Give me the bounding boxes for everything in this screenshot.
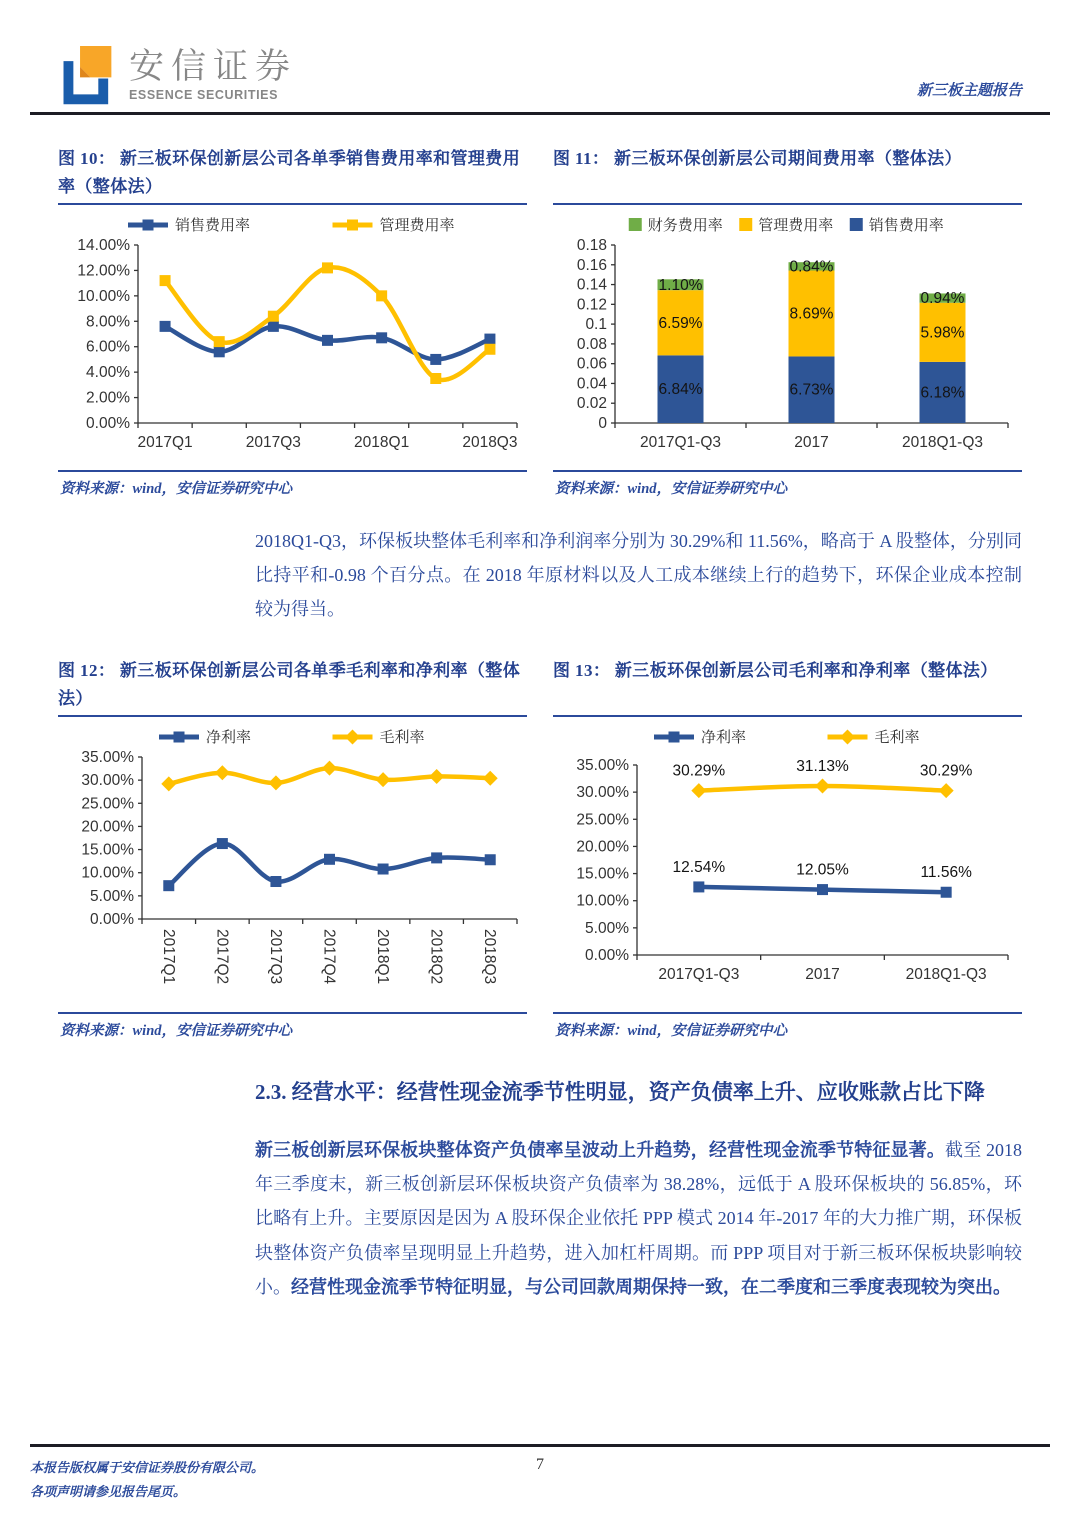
svg-text:8.69%: 8.69% [789,305,834,323]
brand-logo-icon [58,44,116,106]
svg-text:1.10%: 1.10% [658,276,703,294]
figure-13-chart [553,721,1022,1009]
figure-10-chart [58,209,527,467]
svg-text:2017: 2017 [794,434,829,451]
svg-text:净利率: 净利率 [701,729,747,746]
brand-name-en: ESSENCE SECURITIES [129,87,279,102]
svg-text:31.13%: 31.13% [796,757,849,775]
paragraph-2-body-text: 截至 2018 年三季度末，新三板创新层环保板块资产负债率为 38.28%，远低于 A 股环保板块的 56.85%，环比略有上升。主要原因是因为 A 股环保企业依托 PPP 模式 2014 年-2017 年的大力推广期，环保板块整体资产负债率呈现明显上升趋势，进入加杠杆周期。而 PPP 项目对于新三板环保板块影响较小。 [255,1139,1023,1297]
header-divider [30,112,1050,115]
page-number: 7 [536,1455,544,1473]
svg-text:6.59%: 6.59% [658,314,703,332]
svg-text:30.29%: 30.29% [672,762,726,780]
footer-copyright: 本报告版权属于安信证券股份有限公司。 [30,1459,265,1475]
svg-text:0.08: 0.08 [576,335,607,353]
svg-text:2018Q1: 2018Q1 [354,434,410,451]
figure-12 [58,657,527,1040]
svg-text:0.18: 0.18 [576,237,607,254]
svg-text:0.14: 0.14 [576,276,607,294]
svg-text:0.00%: 0.00% [86,415,130,432]
figure-11-chart [553,209,1022,467]
svg-text:12.54%: 12.54% [672,858,726,876]
svg-text:10.00%: 10.00% [77,287,130,305]
brand-logo [58,44,297,106]
svg-text:2017: 2017 [805,965,840,983]
svg-text:2017Q4: 2017Q4 [320,928,338,984]
svg-text:销售费用率: 销售费用率 [175,218,251,234]
svg-text:2018Q3: 2018Q3 [481,928,499,984]
svg-text:0.00%: 0.00% [90,910,134,928]
svg-text:10.00%: 10.00% [576,892,629,910]
svg-text:2017Q1: 2017Q1 [159,928,177,984]
svg-text:2018Q1: 2018Q1 [374,928,392,984]
svg-text:14.00%: 14.00% [77,237,130,254]
report-type-label: 新三板主题报告 [916,83,1022,99]
svg-text:0.1: 0.1 [585,316,607,334]
svg-text:15.00%: 15.00% [576,865,629,883]
svg-text:30.00%: 30.00% [576,783,629,801]
body-paragraph-2 [255,1133,1022,1304]
svg-text:0.94%: 0.94% [920,290,965,308]
svg-text:0.16: 0.16 [576,256,607,274]
svg-text:2018Q1-Q3: 2018Q1-Q3 [905,965,987,983]
svg-text:6.84%: 6.84% [658,381,703,399]
svg-text:2017Q1: 2017Q1 [137,434,193,451]
svg-text:6.18%: 6.18% [920,384,965,402]
svg-text:35.00%: 35.00% [81,748,134,766]
figure-10-source: 资料来源：wind，安信证券研究中心 [58,470,527,498]
svg-text:15.00%: 15.00% [81,841,134,859]
paragraph-2-bold-lead: 新三板创新层环保板块整体资产负债率呈波动上升趋势，经营性现金流季节特征显著。 [255,1139,946,1160]
svg-text:销售费用率: 销售费用率 [868,218,944,234]
svg-text:0.12: 0.12 [576,296,607,314]
svg-text:2017Q3: 2017Q3 [266,928,284,984]
svg-text:2018Q3: 2018Q3 [462,434,518,451]
svg-text:10.00%: 10.00% [81,864,134,882]
figure-11-source: 资料来源：wind，安信证券研究中心 [553,470,1022,498]
page-header [58,26,1022,106]
brand-name-cn: 安信证券 [129,46,298,86]
svg-text:2017Q1-Q3: 2017Q1-Q3 [658,965,740,983]
svg-text:6.73%: 6.73% [789,381,834,399]
body-paragraph-1: 2018Q1-Q3，环保板块整体毛利率和净利润率分别为 30.29%和 11.56%，略高于 A 股整体，分别同比持平和-0.98 个百分点。在 2018 年原材料以及人工成本继续上行的趋势下，环保企业成本控制较为得当。 [255,531,1022,620]
svg-text:30.00%: 30.00% [81,771,134,789]
brand-text [129,46,298,102]
svg-text:2018Q2: 2018Q2 [427,928,445,984]
svg-text:管理费用率: 管理费用率 [379,218,455,234]
svg-text:30.29%: 30.29% [919,762,973,780]
svg-text:2018Q1-Q3: 2018Q1-Q3 [902,434,983,451]
svg-text:2017Q1-Q3: 2017Q1-Q3 [640,434,721,451]
figures-row-2 [58,657,1022,1040]
svg-text:财务费用率: 财务费用率 [647,218,723,234]
svg-text:35.00%: 35.00% [576,756,629,774]
paragraph-2-bold-tail: 经营性现金流季节特征明显，与公司回款周期保持一致，在二季度和三季度表现较为突出。 [291,1276,1011,1297]
figures-row-1 [58,145,1022,498]
page-footer [30,1444,1050,1505]
svg-text:12.00%: 12.00% [77,262,130,280]
figure-12-source: 资料来源：wind，安信证券研究中心 [58,1012,527,1040]
svg-text:0.06: 0.06 [576,355,607,373]
svg-text:25.00%: 25.00% [576,810,629,828]
svg-text:0.02: 0.02 [576,395,607,413]
figure-10 [58,145,527,498]
svg-text:25.00%: 25.00% [81,794,134,812]
figure-13-source: 资料来源：wind，安信证券研究中心 [553,1012,1022,1040]
svg-text:2017Q2: 2017Q2 [213,928,231,984]
svg-text:5.00%: 5.00% [90,887,134,905]
svg-text:管理费用率: 管理费用率 [758,218,834,234]
svg-text:0: 0 [598,415,607,432]
svg-text:11.56%: 11.56% [920,863,972,881]
svg-text:净利率: 净利率 [206,729,252,746]
svg-text:12.05%: 12.05% [796,861,849,879]
section-heading-2-3: 2.3. 经营水平：经营性现金流季节性明显，资产负债率上升、应收账款占比下降 [255,1079,985,1104]
svg-text:毛利率: 毛利率 [874,729,920,746]
svg-text:0.00%: 0.00% [585,946,629,964]
figure-13-title: 图 13： 新三板环保创新层公司毛利率和净利率（整体法） [553,657,1022,717]
figure-13 [553,657,1022,1040]
svg-text:0.84%: 0.84% [789,258,834,276]
footer-disclaimer: 各项声明请参见报告尾页。 [30,1484,187,1500]
figure-12-title: 图 12： 新三板环保创新层公司各单季毛利率和净利率（整体法） [58,657,527,717]
svg-text:6.00%: 6.00% [86,338,130,356]
footer-body [30,1447,1050,1505]
svg-text:2017Q3: 2017Q3 [245,434,301,451]
svg-text:0.04: 0.04 [576,375,607,393]
figure-11-title: 图 11： 新三板环保创新层公司期间费用率（整体法） [553,145,1022,205]
figure-12-chart [58,721,527,1009]
svg-text:20.00%: 20.00% [81,817,134,835]
svg-text:8.00%: 8.00% [86,313,130,331]
svg-text:4.00%: 4.00% [86,364,130,382]
svg-text:5.98%: 5.98% [920,324,965,342]
figure-10-title: 图 10： 新三板环保创新层公司各单季销售费用率和管理费用率（整体法） [58,145,527,205]
svg-text:2.00%: 2.00% [86,389,130,407]
svg-text:毛利率: 毛利率 [379,729,425,746]
svg-text:5.00%: 5.00% [585,919,629,937]
figure-11 [553,145,1022,498]
svg-text:20.00%: 20.00% [576,837,629,855]
